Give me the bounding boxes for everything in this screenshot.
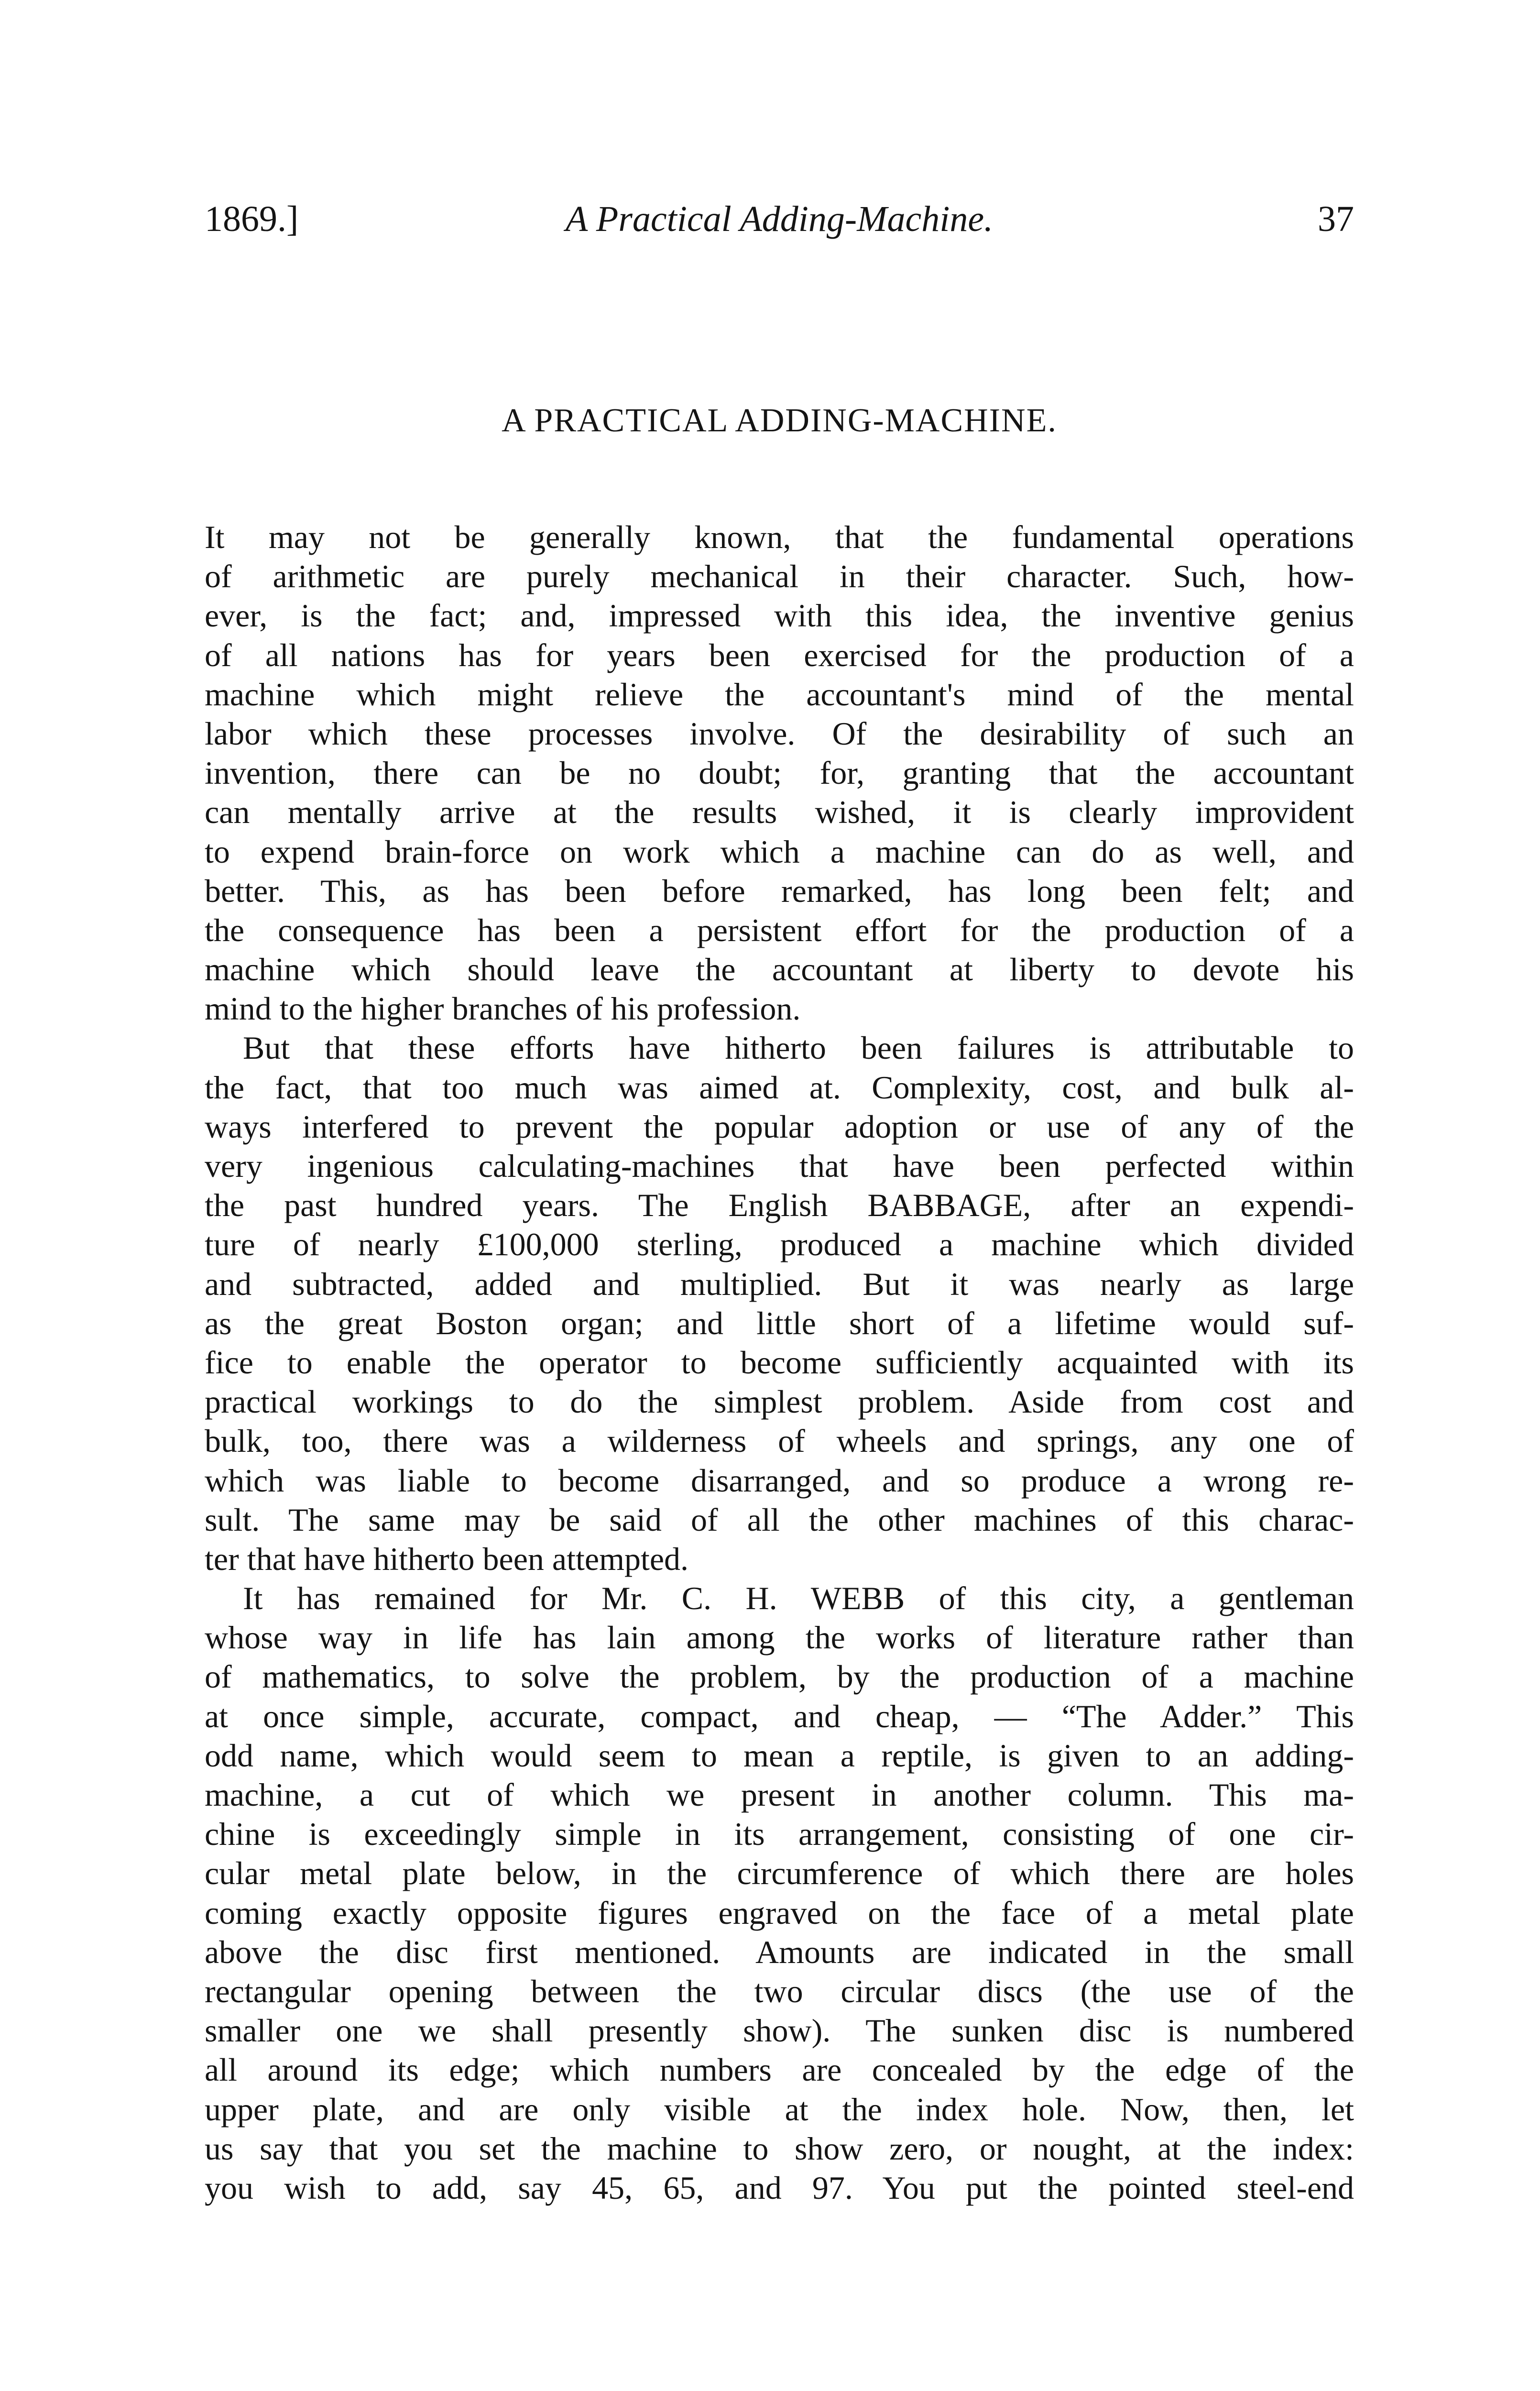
text-line: better. This, as has been before remarked, has long been felt; and (205, 872, 1354, 909)
text-line: ever, is the fact; and, impressed with this idea, the inventive genius (205, 597, 1354, 634)
text-line: It has remained for Mr. C. H. WEBB of this city, a gentleman (243, 1580, 1354, 1617)
text-line: machine which might relieve the accountant's mind of the mental (205, 676, 1354, 713)
running-head-year: 1869.] (205, 199, 299, 239)
text-line: invention, there can be no doubt; for, granting that the accountant (205, 755, 1354, 791)
text-line: the fact, that too much was aimed at. Complexity, cost, and bulk al- (205, 1069, 1354, 1106)
text-line: It may not be generally known, that the fundamental operations (205, 519, 1354, 555)
text-line: whose way in life has lain among the works of literature rather than (205, 1619, 1354, 1656)
text-line: at once simple, accurate, compact, and cheap, — “The Adder.” This (205, 1698, 1354, 1734)
text-line: of all nations has for years been exercised for the production of a (205, 636, 1354, 673)
text-line: above the disc first mentioned. Amounts are indicated in the small (205, 1933, 1354, 1970)
article-title: A PRACTICAL ADDING-MACHINE. (502, 402, 1057, 439)
text-line: machine which should leave the accountant at liberty to devote his (205, 951, 1354, 988)
text-line: of arithmetic are purely mechanical in their character. Such, how- (205, 558, 1354, 595)
text-line: the past hundred years. The English BABBAGE, after an expendi- (205, 1187, 1354, 1224)
text-line: practical workings to do the simplest problem. Aside from cost and (205, 1383, 1354, 1420)
text-line: bulk, too, there was a wilderness of wheels and springs, any one of (205, 1423, 1354, 1459)
text-line: can mentally arrive at the results wished, it is clearly improvident (205, 794, 1354, 831)
text-line: and subtracted, added and multiplied. But it was nearly as large (205, 1265, 1354, 1302)
text-line: ture of nearly £100,000 sterling, produced a machine which divided (205, 1226, 1354, 1263)
text-line: mind to the higher branches of his profession. (205, 990, 801, 1027)
text-line: fice to enable the operator to become sufficiently acquainted with its (205, 1344, 1354, 1381)
text-line: odd name, which would seem to mean a reptile, is given to an adding- (205, 1737, 1354, 1774)
text-line: labor which these processes involve. Of the desirability of such an (205, 715, 1354, 752)
text-line: all around its edge; which numbers are concealed by the edge of the (205, 2051, 1354, 2088)
text-line: cular metal plate below, in the circumference of which there are holes (205, 1855, 1354, 1892)
article-body (205, 517, 1354, 2207)
text-line: as the great Boston organ; and little short of a lifetime would suf- (205, 1305, 1354, 1341)
text-line: us say that you set the machine to show zero, or nought, at the index: (205, 2130, 1354, 2167)
text-line: ways interfered to prevent the popular adoption or use of any of the (205, 1108, 1354, 1145)
text-line: smaller one we shall presently show). The sunken disc is numbered (205, 2012, 1354, 2049)
text-line: But that these efforts have hitherto been failures is attributable to (243, 1030, 1354, 1066)
text-line: machine, a cut of which we present in another column. This ma- (205, 1777, 1354, 1813)
text-line: the consequence has been a persistent effort for the production of a (205, 911, 1354, 948)
text-line: sult. The same may be said of all the other machines of this charac- (205, 1501, 1354, 1538)
text-line: very ingenious calculating-machines that have been perfected within (205, 1148, 1354, 1184)
text-line: coming exactly opposite figures engraved on the face of a metal plate (205, 1894, 1354, 1931)
page-number: 37 (1318, 199, 1354, 239)
running-head-title: A Practical Adding-Machine. (565, 199, 994, 239)
text-line: upper plate, and are only visible at the index hole. Now, then, let (205, 2091, 1354, 2128)
text-line: chine is exceedingly simple in its arrangement, consisting of one cir- (205, 1816, 1354, 1853)
running-head (205, 195, 1354, 243)
text-line: you wish to add, say 45, 65, and 97. You put the pointed steel-end (205, 2169, 1354, 2206)
text-line: ter that have hitherto been attempted. (205, 1540, 689, 1577)
text-line: to expend brain-force on work which a machine can do as well, and (205, 833, 1354, 870)
text-line: which was liable to become disarranged, and so produce a wrong re- (205, 1462, 1354, 1499)
text-line: rectangular opening between the two circular discs (the use of the (205, 1973, 1354, 2009)
text-line: of mathematics, to solve the problem, by the production of a machine (205, 1658, 1354, 1695)
